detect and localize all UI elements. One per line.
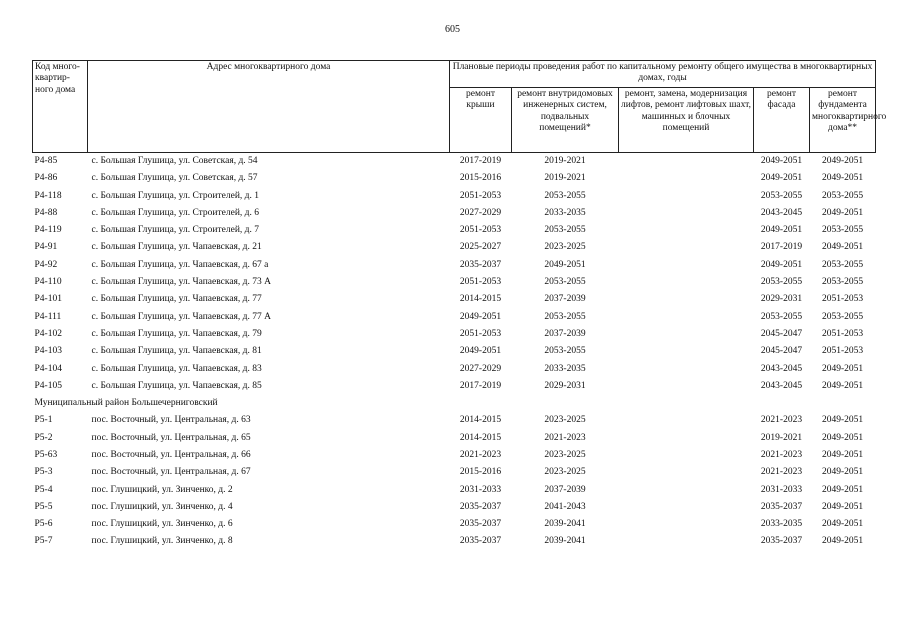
cell-code: Р5-4 <box>34 484 53 495</box>
cell-internal-systems: 2053-2055 <box>544 225 586 236</box>
cell-lifts <box>619 188 754 205</box>
cell-internal-systems: 2023-2025 <box>544 450 586 460</box>
cell-foundation: 2053-2055 <box>821 190 864 201</box>
cell-facade: 2043-2045 <box>760 207 803 218</box>
cell-facade: 2053-2055 <box>760 311 803 322</box>
cell-lifts <box>619 291 754 308</box>
cell-facade: 2029-2031 <box>760 294 803 305</box>
cell-internal-systems: 2053-2055 <box>544 277 586 288</box>
cell-roof: 2049-2051 <box>459 311 502 322</box>
cell-roof: 2015-2016 <box>459 173 502 184</box>
cell-code: Р5-3 <box>34 467 53 478</box>
cell-roof: 2014-2015 <box>459 415 502 426</box>
table-row <box>33 361 876 378</box>
cell-foundation: 2049-2051 <box>821 380 864 391</box>
cell-address: с. Большая Глушица, ул. Чапаевская, д. 73 А <box>91 277 271 288</box>
cell-address: с. Большая Глушица, ул. Чапаевская, д. 83 <box>91 363 262 374</box>
cell-internal-systems: 2053-2055 <box>544 311 586 322</box>
cell-roof: 2017-2019 <box>459 380 502 391</box>
cell-code: Р4-105 <box>34 380 62 391</box>
cell-facade: 2035-2037 <box>760 536 803 547</box>
cell-facade: 2019-2021 <box>760 432 803 443</box>
cell-internal-systems: 2021-2023 <box>544 432 586 443</box>
cell-lifts <box>619 326 754 343</box>
cell-internal-systems: 2037-2039 <box>544 328 586 339</box>
cell-address: с. Большая Глушица, ул. Чапаевская, д. 77 <box>91 294 262 305</box>
cell-internal-systems: 2041-2043 <box>544 501 586 512</box>
header-foundation: ремонт фундамента многоквартирного дома** <box>810 88 876 153</box>
table-row <box>33 239 876 256</box>
cell-roof: 2051-2053 <box>459 225 502 236</box>
cell-internal-systems: 2023-2025 <box>544 242 586 253</box>
cell-foundation: 2049-2051 <box>821 432 864 443</box>
table-row <box>33 482 876 499</box>
cell-address: с. Большая Глушица, ул. Советская, д. 54 <box>91 155 258 166</box>
cell-code: Р4-86 <box>34 173 58 184</box>
cell-address: с. Большая Глушица, ул. Чапаевская, д. 77 А <box>91 311 271 322</box>
table-row <box>33 516 876 533</box>
cell-lifts <box>619 153 754 171</box>
cell-address: пос. Глушицкий, ул. Зинченко, д. 8 <box>91 536 233 547</box>
table-row <box>33 343 876 360</box>
cell-foundation: 2049-2051 <box>821 501 864 512</box>
cell-address: пос. Восточный, ул. Центральная, д. 63 <box>91 415 251 426</box>
table-row <box>33 274 876 291</box>
table-row <box>33 499 876 516</box>
cell-roof: 2015-2016 <box>459 467 502 478</box>
cell-foundation: 2049-2051 <box>821 519 864 530</box>
cell-facade: 2049-2051 <box>760 259 803 270</box>
cell-facade: 2043-2045 <box>760 380 803 391</box>
cell-code: Р4-101 <box>34 294 62 305</box>
cell-internal-systems: 2037-2039 <box>544 294 586 305</box>
cell-roof: 2021-2023 <box>459 450 502 460</box>
cell-internal-systems: 2039-2041 <box>544 519 586 530</box>
cell-facade: 2053-2055 <box>760 277 803 288</box>
cell-roof: 2051-2053 <box>459 277 502 288</box>
cell-address: с. Большая Глушица, ул. Строителей, д. 6 <box>91 207 259 218</box>
cell-lifts <box>619 274 754 291</box>
cell-code: Р5-7 <box>34 536 53 547</box>
page-number: 605 <box>445 24 460 35</box>
cell-lifts <box>619 222 754 239</box>
table-row <box>33 222 876 239</box>
cell-code: Р4-92 <box>34 259 58 270</box>
cell-roof: 2027-2029 <box>459 207 502 218</box>
cell-address: пос. Восточный, ул. Центральная, д. 65 <box>91 432 251 443</box>
cell-internal-systems: 2037-2039 <box>544 484 586 495</box>
cell-lifts <box>619 499 754 516</box>
cell-code: Р5-2 <box>34 432 53 443</box>
table-header <box>33 61 887 153</box>
cell-lifts <box>619 205 754 222</box>
cell-address: пос. Восточный, ул. Центральная, д. 67 <box>91 467 251 478</box>
cell-foundation: 2053-2055 <box>821 259 864 270</box>
table-row <box>33 153 876 171</box>
section-title: Муниципальный район Большечерниговский <box>34 398 218 409</box>
table-row <box>33 430 876 447</box>
cell-lifts <box>619 482 754 499</box>
cell-roof: 2014-2015 <box>459 432 502 443</box>
cell-roof: 2051-2053 <box>459 328 502 339</box>
cell-address: с. Большая Глушица, ул. Чапаевская, д. 79 <box>91 328 262 339</box>
cell-roof: 2014-2015 <box>459 294 502 305</box>
cell-facade: 2035-2037 <box>760 501 803 512</box>
cell-facade: 2033-2035 <box>760 519 803 530</box>
header-roof: ремонт крыши <box>450 88 512 153</box>
cell-roof: 2035-2037 <box>459 519 502 530</box>
cell-foundation: 2049-2051 <box>821 173 864 184</box>
cell-code: Р4-118 <box>34 190 62 201</box>
cell-roof: 2051-2053 <box>459 190 502 201</box>
header-address: Адрес многоквартирного дома <box>88 61 450 153</box>
table-row <box>33 412 876 429</box>
cell-lifts <box>619 309 754 326</box>
cell-foundation: 2051-2053 <box>821 346 864 357</box>
capital-repair-table <box>32 60 887 551</box>
cell-lifts <box>619 534 754 551</box>
cell-internal-systems: 2033-2035 <box>544 363 586 374</box>
cell-address: с. Большая Глушица, ул. Советская, д. 57 <box>91 173 258 184</box>
header-periods: Плановые периоды проведения работ по капитальному ремонту общего имущества в многоквартирных домах, годы <box>450 61 876 88</box>
cell-address: с. Большая Глушица, ул. Чапаевская, д. 67 а <box>91 259 269 270</box>
cell-code: Р4-85 <box>34 155 58 166</box>
cell-internal-systems: 2053-2055 <box>544 346 586 357</box>
cell-facade: 2049-2051 <box>760 155 803 166</box>
cell-code: Р5-5 <box>34 501 53 512</box>
cell-facade: 2021-2023 <box>760 450 803 460</box>
cell-lifts <box>619 516 754 533</box>
cell-code: Р4-119 <box>34 225 62 236</box>
cell-roof: 2035-2037 <box>459 259 502 270</box>
table-row <box>33 326 876 343</box>
cell-internal-systems: 2033-2035 <box>544 207 586 218</box>
table-row <box>33 291 876 308</box>
cell-facade: 2045-2047 <box>760 328 803 339</box>
cell-code: Р4-88 <box>34 207 58 218</box>
cell-address: с. Большая Глушица, ул. Строителей, д. 7 <box>91 225 259 236</box>
table-row <box>33 447 876 464</box>
cell-facade: 2043-2045 <box>760 363 803 374</box>
cell-foundation: 2049-2051 <box>821 155 864 166</box>
cell-facade: 2021-2023 <box>760 415 803 426</box>
cell-roof: 2035-2037 <box>459 501 502 512</box>
cell-lifts <box>619 361 754 378</box>
cell-facade: 2045-2047 <box>760 346 803 357</box>
cell-code: Р4-103 <box>34 346 62 357</box>
cell-roof: 2027-2029 <box>459 363 502 374</box>
table-row <box>33 170 876 187</box>
cell-foundation: 2053-2055 <box>821 277 864 288</box>
cell-lifts <box>619 464 754 481</box>
cell-lifts <box>619 430 754 447</box>
table-row <box>33 188 876 205</box>
cell-lifts <box>619 170 754 187</box>
cell-lifts <box>619 257 754 274</box>
table-body-group-b <box>33 412 876 550</box>
table-row <box>33 464 876 481</box>
cell-foundation: 2049-2051 <box>821 242 864 253</box>
table-row <box>33 309 876 326</box>
header-code: Код много-квартир-ного дома <box>33 61 88 153</box>
cell-roof: 2031-2033 <box>459 484 502 495</box>
cell-facade: 2021-2023 <box>760 467 803 478</box>
cell-address: с. Большая Глушица, ул. Чапаевская, д. 81 <box>91 346 262 357</box>
cell-foundation: 2049-2051 <box>821 536 864 547</box>
cell-internal-systems: 2023-2025 <box>544 467 586 478</box>
header-lifts: ремонт, замена, модернизация лифтов, ремонт лифтовых шахт, машинных и блочных помещений <box>619 88 754 153</box>
table-row <box>33 205 876 222</box>
cell-lifts <box>619 447 754 464</box>
cell-foundation: 2053-2055 <box>821 311 864 322</box>
cell-code: Р4-102 <box>34 328 62 339</box>
cell-foundation: 2049-2051 <box>821 415 864 426</box>
cell-code: Р5-1 <box>34 415 53 426</box>
table-row <box>33 378 876 395</box>
cell-facade: 2049-2051 <box>760 225 803 236</box>
cell-facade: 2031-2033 <box>760 484 803 495</box>
cell-facade: 2053-2055 <box>760 190 803 201</box>
cell-address: пос. Глушицкий, ул. Зинченко, д. 6 <box>91 519 233 530</box>
cell-address: пос. Глушицкий, ул. Зинченко, д. 2 <box>91 484 233 495</box>
cell-roof: 2017-2019 <box>459 155 502 166</box>
cell-roof: 2025-2027 <box>459 242 502 253</box>
header-internal-systems: ремонт внутридомовых инженерных систем, подвальных помещений* <box>512 88 619 153</box>
cell-lifts <box>619 239 754 256</box>
cell-address: с. Большая Глушица, ул. Чапаевская, д. 21 <box>91 242 262 253</box>
cell-code: Р5-6 <box>34 519 53 530</box>
cell-internal-systems: 2019-2021 <box>544 173 586 184</box>
cell-foundation: 2049-2051 <box>821 207 864 218</box>
table-body-group-a <box>33 153 876 396</box>
cell-code: Р4-104 <box>34 363 62 374</box>
cell-code: Р4-111 <box>34 311 62 322</box>
cell-internal-systems: 2029-2031 <box>544 380 586 391</box>
table-row <box>33 257 876 274</box>
cell-foundation: 2049-2051 <box>821 467 864 478</box>
cell-foundation: 2049-2051 <box>821 363 864 374</box>
table-row <box>33 534 876 551</box>
cell-foundation: 2051-2053 <box>821 294 864 305</box>
cell-internal-systems: 2039-2041 <box>544 536 586 547</box>
section-row <box>33 395 876 412</box>
header-facade: ремонт фасада <box>754 88 810 153</box>
cell-foundation: 2049-2051 <box>821 484 864 495</box>
cell-roof: 2049-2051 <box>459 346 502 357</box>
cell-lifts <box>619 412 754 429</box>
cell-foundation: 2049-2051 <box>821 450 864 460</box>
cell-address: с. Большая Глушица, ул. Чапаевская, д. 85 <box>91 380 262 391</box>
cell-internal-systems: 2023-2025 <box>544 415 586 426</box>
cell-internal-systems: 2019-2021 <box>544 155 586 166</box>
cell-facade: 2049-2051 <box>760 173 803 184</box>
cell-address: пос. Глушицкий, ул. Зинченко, д. 4 <box>91 501 233 512</box>
cell-foundation: 2053-2055 <box>821 225 864 236</box>
section-group <box>33 395 876 412</box>
cell-lifts <box>619 343 754 360</box>
cell-facade: 2017-2019 <box>760 242 803 253</box>
cell-address: с. Большая Глушица, ул. Строителей, д. 1 <box>91 190 259 201</box>
cell-roof: 2035-2037 <box>459 536 502 547</box>
cell-foundation: 2051-2053 <box>821 328 864 339</box>
cell-lifts <box>619 378 754 395</box>
cell-internal-systems: 2049-2051 <box>544 259 586 270</box>
cell-code: Р5-63 <box>34 450 58 460</box>
cell-code: Р4-91 <box>34 242 58 253</box>
cell-address: пос. Восточный, ул. Центральная, д. 66 <box>91 450 251 460</box>
cell-internal-systems: 2053-2055 <box>544 190 586 201</box>
cell-code: Р4-110 <box>34 277 62 288</box>
